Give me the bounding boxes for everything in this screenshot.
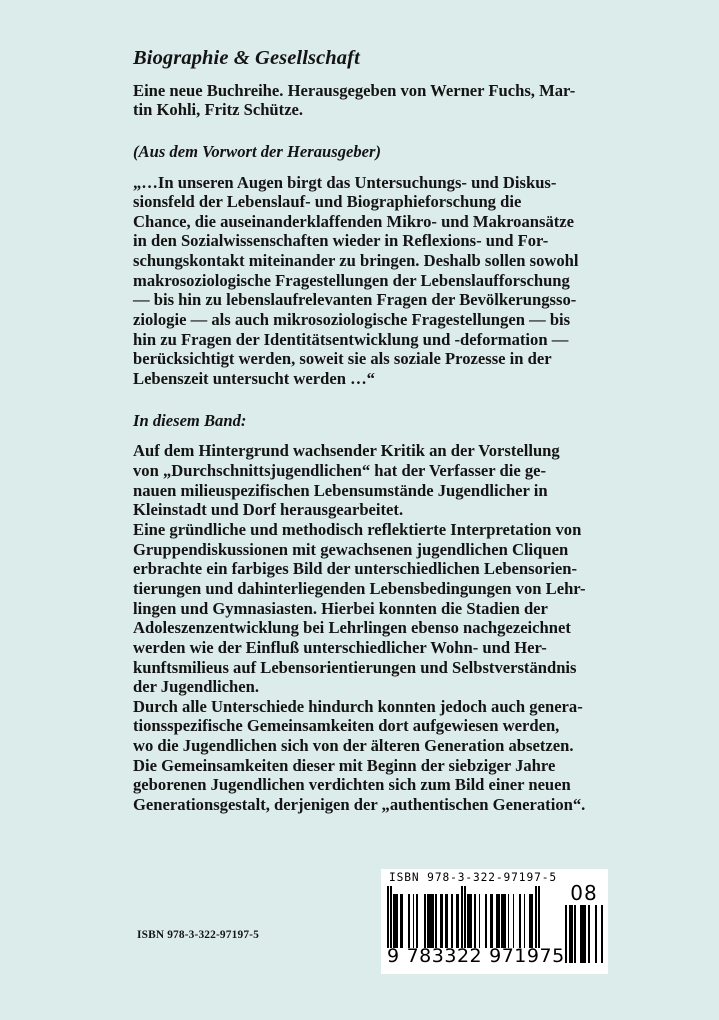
volume-line: Eine gründliche und methodisch reflektierte Interpretation von [133, 519, 582, 539]
volume-line: von „Durchschnittsjugendlichen“ hat der Verfasser die ge- [133, 460, 547, 480]
volume-line: Kleinstadt und Dorf herausgearbeitet. [133, 500, 404, 520]
barcode-addon [565, 883, 603, 963]
series-title: Biographie & Gesellschaft [133, 47, 360, 69]
volume-line: erbrachte ein farbiges Bild der unterschiedlichen Lebensorien- [133, 559, 578, 579]
volume-line: Generationsgestalt, derjenigen der „authentischen Generation“. [133, 795, 586, 815]
isbn-footer-text: ISBN 978-3-322-97197-5 [137, 929, 259, 941]
volume-line: nauen milieuspezifischen Lebensumstände Jugendlicher in [133, 480, 548, 500]
series-subtitle-line: tin Kohli, Fritz Schütze. [133, 100, 304, 120]
barcode-digit-group: 9 [387, 945, 400, 968]
series-subtitle-line: Eine neue Buchreihe. Herausgegeben von Werner Fuchs, Mar- [133, 80, 576, 100]
foreword-line: Chance, die auseinanderklaffenden Mikro- und Makroansätze [133, 211, 574, 231]
barcode-bars [387, 886, 541, 948]
barcode-addon-bars [565, 905, 603, 963]
foreword-line: schungskontakt miteinander zu bringen. Deshalb sollen sowohl [133, 251, 579, 271]
foreword-line: ziologie — als auch mikrosoziologische Fragestellungen — bis [133, 310, 571, 330]
foreword-line: makrosoziologische Fragestellungen der Lebenslaufforschung [133, 270, 570, 290]
foreword-line: in den Sozialwissenschaften wieder in Reflexions- und For- [133, 231, 549, 251]
volume-line: tionsspezifische Gemeinsamkeiten dort aufgewiesen werden, [133, 716, 560, 736]
barcode-digits [387, 945, 565, 968]
volume-line: kunftsmilieus auf Lebensorientierungen und Selbstverständnis [133, 657, 577, 677]
volume-line: Die Gemeinsamkeiten dieser mit Beginn der siebziger Jahre [133, 755, 556, 775]
volume-line: lingen und Gymnasiasten. Hierbei konnten die Stadien der [133, 598, 548, 618]
foreword-line: Lebenszeit untersucht werden …“ [133, 369, 375, 389]
volume-line: Auf dem Hintergrund wachsender Kritik an der Vorstellung [133, 441, 560, 461]
foreword-line: „…In unseren Augen birgt das Untersuchungs- und Diskus- [133, 172, 557, 192]
volume-description [133, 441, 599, 814]
series-subtitle [133, 81, 599, 120]
barcode-digit-group: 783322 [406, 945, 483, 968]
barcode [381, 869, 608, 974]
volume-line: der Jugendlichen. [133, 677, 260, 697]
foreword-paragraph [133, 173, 599, 389]
volume-line: tierungen und dahinterliegenden Lebensbedingungen von Lehr- [133, 578, 586, 598]
volume-line: geborenen Jugendlichen verdichten sich zum Bild einer neuen [133, 775, 571, 795]
volume-line: werden wie der Einfluß unterschiedlicher Wohn- und Her- [133, 637, 547, 657]
foreword-line: berücksichtigt werden, soweit sie als soziale Prozesse in der [133, 349, 552, 369]
volume-line: Gruppendiskussionen mit gewachsenen jugendlichen Cliquen [133, 539, 569, 559]
volume-line: wo die Jugendlichen sich von der älteren Generation absetzen. [133, 736, 574, 756]
barcode-main-ean13 [387, 871, 565, 968]
foreword-heading: (Aus dem Vorwort der Herausgeber) [133, 141, 381, 161]
volume-heading: In diesem Band: [133, 410, 247, 430]
foreword-line: — bis hin zu lebenslaufrelevanten Fragen der Bevölkerungsso- [133, 290, 577, 310]
barcode-isbn-label: ISBN 978-3-322-97197-5 [389, 871, 557, 884]
volume-line: Adoleszenzentwicklung bei Lehrlingen ebenso nachgezeichnet [133, 618, 571, 638]
volume-line: Durch alle Unterschiede hindurch konnten jedoch auch genera- [133, 696, 583, 716]
cover-text-column [133, 47, 599, 815]
barcode-digit-group: 971975 [489, 945, 565, 968]
barcode-addon-label: 08 [570, 881, 598, 905]
foreword-line: sionsfeld der Lebenslauf- und Biographieforschung die [133, 192, 522, 212]
foreword-line: hin zu Fragen der Identitätsentwicklung und -deformation — [133, 329, 569, 349]
